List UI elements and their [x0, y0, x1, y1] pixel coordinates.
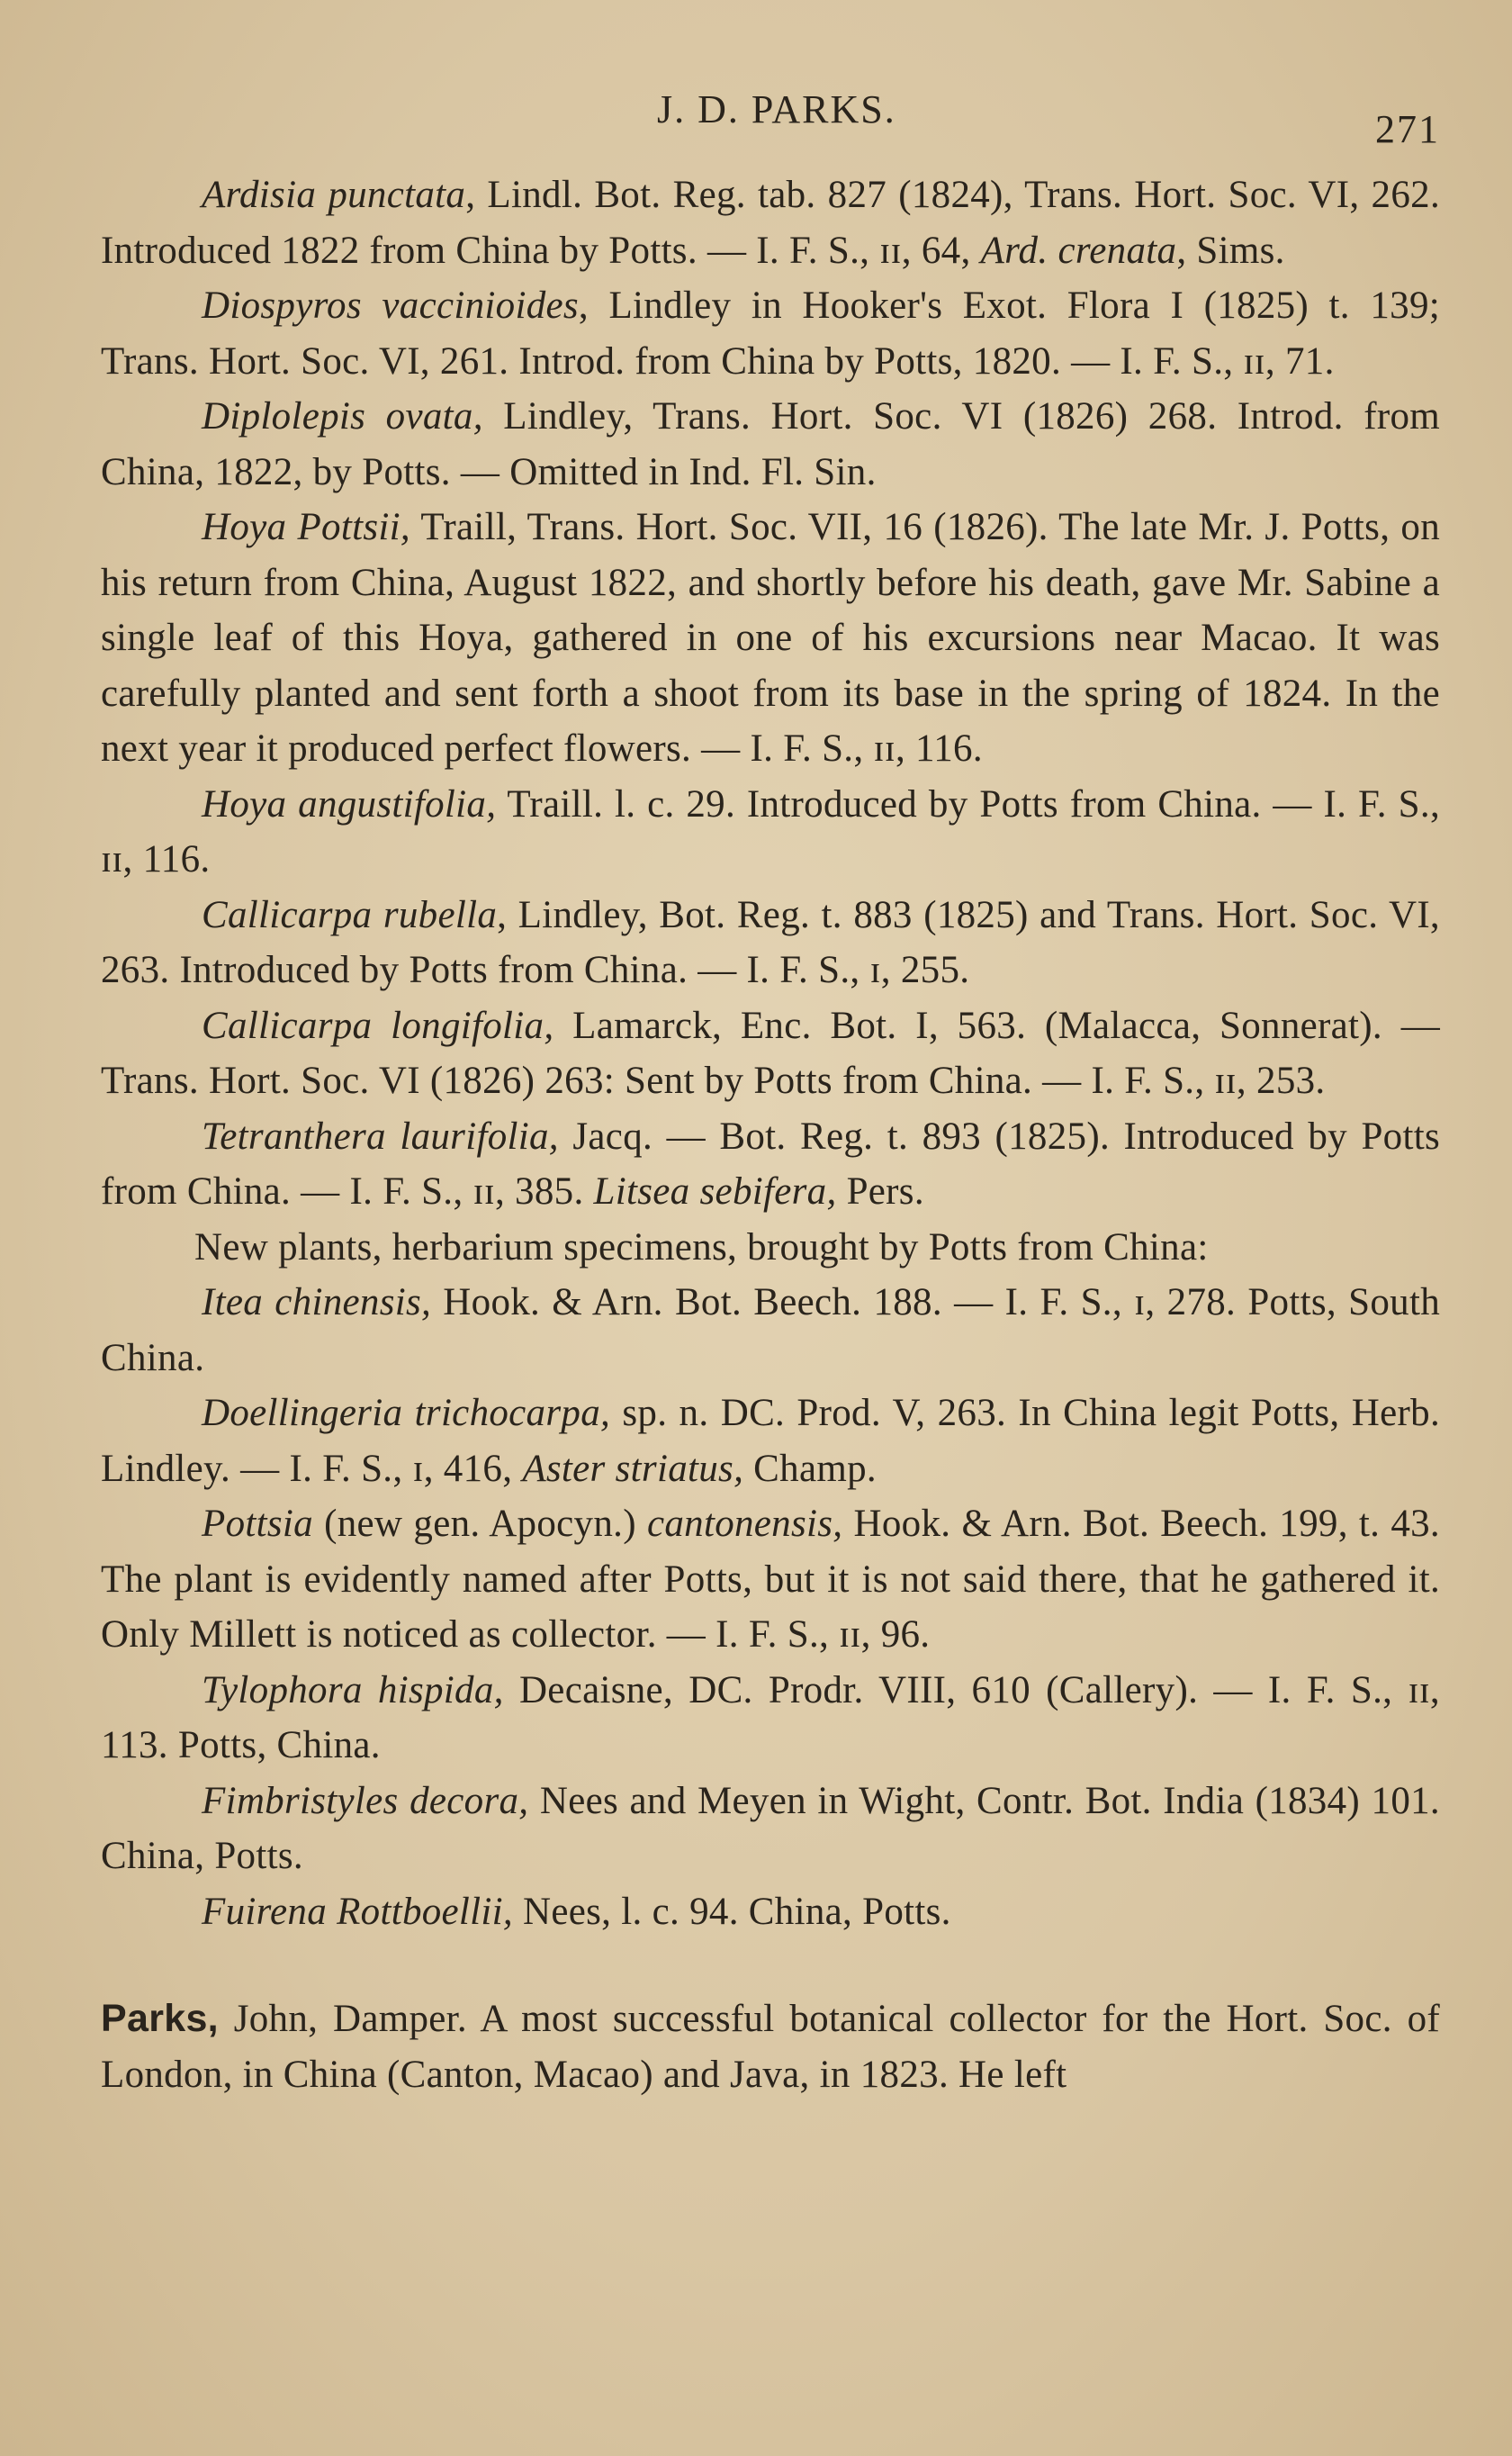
species-name: Hoya Pottsii, — [202, 506, 410, 548]
species-name: Itea chinensis, — [202, 1281, 432, 1323]
entry-text: Champ. — [743, 1447, 877, 1490]
species-name: Callicarpa rubella — [202, 893, 498, 936]
species-name: Litsea sebifera, — [593, 1170, 837, 1213]
species-name: Tylophora hispida, — [202, 1668, 504, 1711]
entry-text: Traill, Trans. Hort. Soc. VII, 16 (1826). The late Mr. J. Potts, on his return from China, August 1822, and shortly before his death, gave Mr. Sabine a single leaf of this Hoya, gathered in one of his excursions near Macao. It was carefully planted and sent forth a shoot from its base in the spring of 1824. In the next year it produced perfect flowers. — I. F. S., ɪɪ, 116. — [101, 506, 1440, 770]
entry-text: (new gen. Apocyn.) — [312, 1503, 647, 1545]
entry-text: , Lindley, Bot. Reg. t. 883 (1825) and Trans. Hort. Soc. VI, 263. Introduced by Potts from China. — I. F. S., ɪ, 255. — [101, 893, 1440, 991]
species-name: Callicarpa longifolia, — [202, 1004, 554, 1047]
page-header — [0, 86, 1512, 149]
entry-text: , Lindl. Bot. Reg. tab. 827 (1824), Trans. Hort. Soc. VI, 262. Introduced 1822 from China by Potts. — I. F. S., ɪɪ, 64, — [101, 174, 1441, 272]
entry-text: Traill. l. c. 29. Introduced by Potts from China. — I. F. S., ɪɪ, 116. — [101, 782, 1440, 880]
entry-diospyros — [101, 278, 1440, 389]
species-name: Ardisia punctata — [202, 174, 466, 216]
entry-hoya-pottsii — [101, 500, 1440, 777]
species-name: cantonensis, — [646, 1503, 843, 1545]
entry-text: Lindley, Trans. Hort. Soc. VI (1826) 268. Introd. from China, 1822, by Potts. — Omitted in Ind. Fl. Sin. — [101, 395, 1440, 493]
biography-text: John, Damper. A most successful botanical collector for the Hort. Soc. of London, in China (Canton, Macao) and Java, in 1823. He left — [101, 1998, 1440, 2096]
entry-callicarpa-rubella — [101, 888, 1440, 998]
entry-tetranthera — [101, 1109, 1440, 1220]
entry-text: Lamarck, Enc. Bot. I, 563. (Malacca, Sonnerat). — Trans. Hort. Soc. VI (1826) 263: Sent by Potts from China. — I. F. S., ɪɪ, 253. — [101, 1004, 1440, 1102]
entry-text: , Sims. — [1176, 229, 1285, 272]
entry-itea — [101, 1275, 1440, 1386]
entry-text: Nees, l. c. 94. China, Potts. — [512, 1890, 951, 1933]
entry-callicarpa-longifolia — [101, 998, 1440, 1109]
species-name: Ard. crenata — [980, 229, 1177, 272]
entry-diplolepis — [101, 389, 1440, 500]
biography-parks — [101, 1991, 1440, 2102]
entry-text: Hook. & Arn. Bot. Beech. 199, t. 43. The plant is evidently named after Potts, but it is not said there, that he gathered it. Only Millett is noticed as collector. — I. F. S., ɪɪ, 96. — [101, 1503, 1440, 1656]
entry-hoya-angustifolia — [101, 777, 1440, 888]
entry-fimbristyles — [101, 1774, 1440, 1884]
entry-text: Decaisne, DC. Prodr. VIII, 610 (Callery). — I. F. S., ɪɪ, 113. Potts, China. — [101, 1668, 1440, 1766]
entry-text: Jacq. — Bot. Reg. t. 893 (1825). Introduced by Potts from China. — I. F. S., ɪɪ, 385. — [101, 1115, 1440, 1213]
entry-text: New plants, herbarium specimens, brought by Potts from China: — [194, 1225, 1209, 1269]
species-name: Fimbristyles decora, — [202, 1779, 529, 1822]
entry-fuirena — [101, 1884, 1440, 1940]
entry-text: , Lindley in Hooker's Exot. Flora I (1825) t. 139; Trans. Hort. Soc. VI, 261. Introd. from China by Potts, 1820. — I. F. S., ɪɪ, 71. — [101, 284, 1440, 383]
running-head: J. D. PARKS. — [657, 87, 896, 131]
species-name: Diospyros vaccinioides — [202, 284, 579, 327]
entry-new-plants-note — [101, 1220, 1440, 1276]
species-name: Hoya angustifolia, — [202, 782, 497, 826]
page-body — [101, 167, 1440, 2102]
page-number: 271 — [1375, 107, 1440, 151]
species-name: Diplolepis ovata, — [202, 395, 483, 438]
entry-doellingeria — [101, 1386, 1440, 1496]
species-name: Fuirena Rottboellii, — [202, 1890, 513, 1933]
entry-pottsia — [101, 1496, 1440, 1663]
species-name: Aster striatus, — [522, 1447, 744, 1490]
entry-ardisia — [101, 167, 1440, 278]
entry-text: Nees and Meyen in Wight, Contr. Bot. India (1834) 101. China, Potts. — [101, 1779, 1440, 1877]
entry-tylophora — [101, 1663, 1440, 1774]
entry-text: Hook. & Arn. Bot. Beech. 188. — I. F. S., ɪ, 278. Potts, South China. — [101, 1281, 1440, 1379]
species-name: Tetranthera laurifolia, — [202, 1115, 559, 1158]
species-name: Pottsia — [202, 1503, 313, 1545]
biography-surname: Parks, — [101, 1997, 219, 2040]
species-name: Doellingeria trichocarpa, — [202, 1392, 611, 1434]
entry-text: Pers. — [836, 1170, 924, 1213]
entry-text: sp. n. DC. Prod. V, 263. In China legit Potts, Herb. Lindley. — I. F. S., ɪ, 416, — [101, 1392, 1440, 1490]
